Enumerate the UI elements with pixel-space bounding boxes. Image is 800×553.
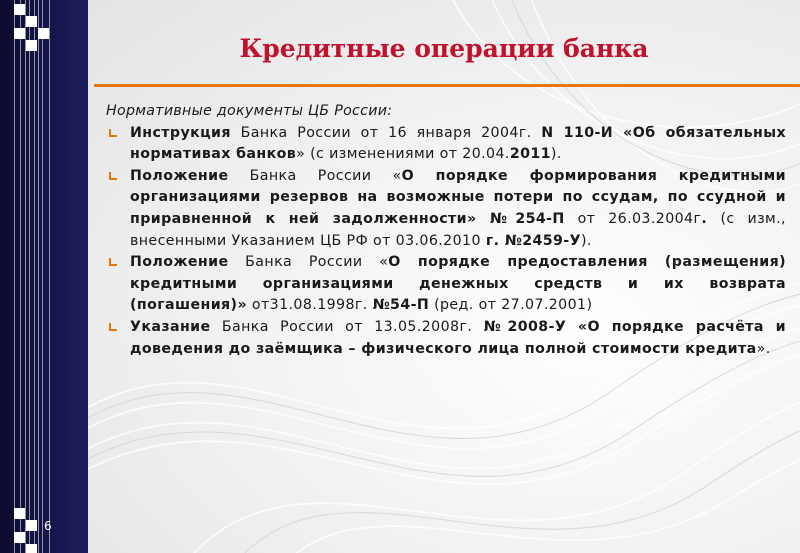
doc-title: N 110-И «Об обязательных нормативах банков — [130, 124, 786, 163]
doc-text: . — [701, 210, 721, 227]
doc-title: О порядке предоставления (размещения) кредитными организациями денежных средств и их возврата (погашения)» — [130, 254, 786, 314]
list-item — [106, 166, 786, 252]
sidebar-line — [34, 0, 35, 553]
doc-text: ). — [580, 232, 592, 249]
doc-text: Банка России от 13.05.2008г. — [210, 318, 484, 335]
doc-type: Указание — [130, 318, 211, 335]
slide-body — [106, 101, 786, 360]
intro-text: Нормативные документы ЦБ России: — [106, 103, 393, 119]
list-item — [106, 123, 786, 166]
doc-text: от31.08.1998г. — [247, 297, 373, 314]
doc-type: Положение — [130, 167, 229, 184]
bullet-icon — [109, 129, 117, 137]
doc-text: » (с изменениями от 20.04. — [296, 146, 510, 163]
checker-square — [26, 520, 37, 531]
bullet-icon — [109, 323, 117, 331]
slide-title: Кредитные операции банка — [239, 34, 649, 63]
doc-text: Банка России от 16 января 2004г. — [230, 124, 542, 141]
doc-text: г. №2459-У — [485, 232, 581, 249]
checker-square — [14, 508, 25, 519]
list-item — [106, 317, 786, 360]
doc-text: Банка России « — [228, 167, 402, 184]
checker-square — [26, 16, 37, 27]
list-item — [106, 252, 786, 317]
doc-text: 2011 — [509, 146, 551, 163]
sidebar-decoration — [0, 0, 88, 553]
doc-type: Положение — [130, 254, 229, 271]
sidebar-line — [29, 0, 30, 553]
sidebar-line — [42, 0, 43, 553]
checker-square — [14, 28, 25, 39]
doc-text: (ред. от 27.07.2001) — [429, 297, 593, 314]
title-underline — [94, 84, 800, 87]
sidebar-line — [14, 0, 15, 553]
checker-square — [26, 544, 37, 553]
sidebar-line — [38, 0, 39, 553]
doc-title: №2008-У «О порядке расчёта и доведения до заёмщика – физического лица полной стоимости кредита — [130, 318, 786, 357]
doc-text: Банка России « — [228, 254, 389, 271]
slide-number: 6 — [44, 519, 52, 533]
bullet-icon — [109, 258, 117, 266]
checker-square — [14, 532, 25, 543]
doc-text: ». — [756, 340, 771, 357]
doc-text: от 26.03.2004г — [564, 210, 702, 227]
sidebar-line — [49, 0, 50, 553]
doc-title: О порядке формирования кредитными организациями резервов на возможные потери по ссудам, по ссудной и приравненной к ней задолженности» №254-П — [130, 167, 786, 227]
doc-text: ). — [550, 146, 562, 163]
checker-square — [14, 4, 25, 15]
checker-square — [38, 28, 49, 39]
document-list — [106, 123, 786, 361]
sidebar-line — [25, 0, 26, 553]
sidebar-line — [20, 0, 21, 553]
doc-type: Инструкция — [130, 124, 231, 141]
doc-text: №54-П — [372, 297, 430, 314]
bullet-icon — [109, 172, 117, 180]
doc-text: (с изм., внесенными Указанием ЦБ РФ от 03.06.2010 — [130, 210, 786, 249]
checker-square — [26, 40, 37, 51]
